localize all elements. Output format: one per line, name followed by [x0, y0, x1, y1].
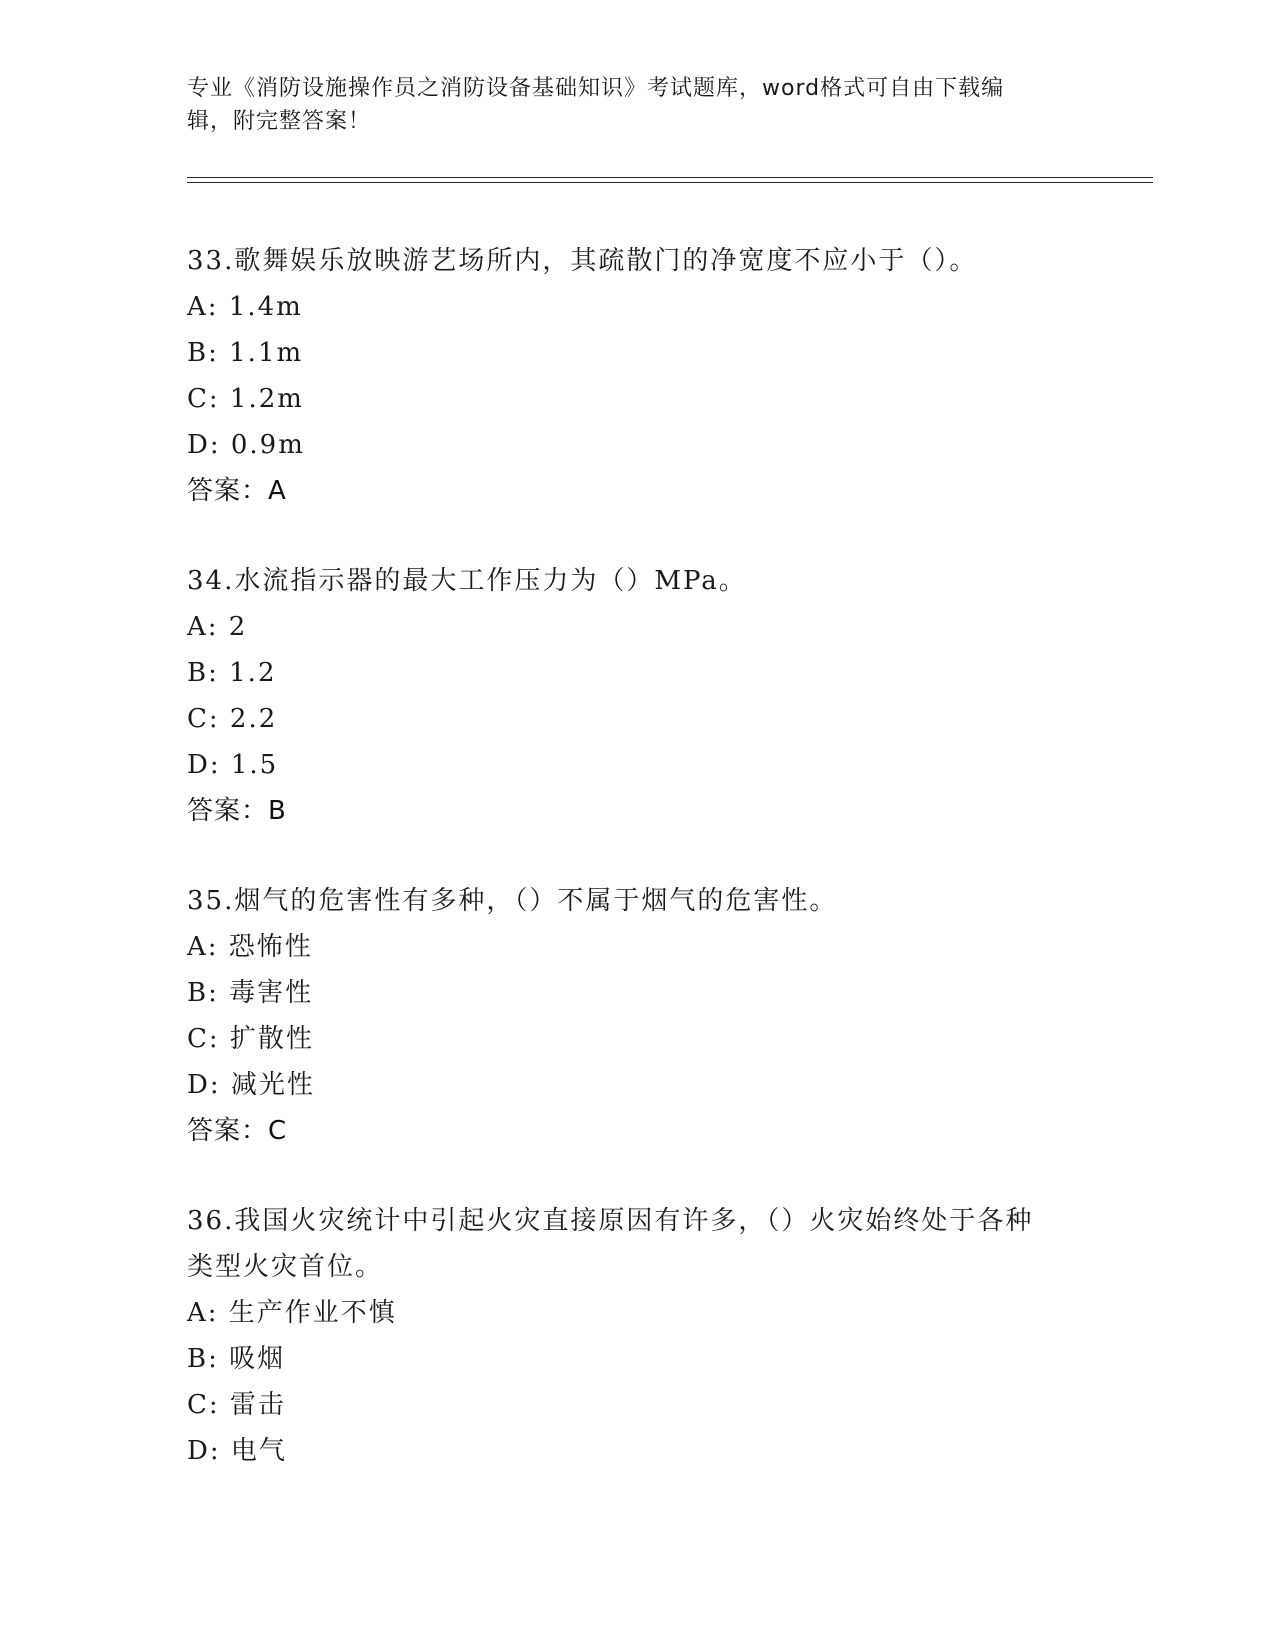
question-35	[187, 878, 1087, 1154]
option-c: C: 雷击	[187, 1390, 286, 1420]
question-33	[187, 238, 1087, 514]
option-a: A: 恐怖性	[187, 932, 313, 962]
option-c: C: 2.2	[187, 704, 278, 734]
option-b: B: 吸烟	[187, 1344, 286, 1374]
option-a: A: 生产作业不慎	[187, 1298, 397, 1328]
option-a: A: 1.4m	[187, 292, 303, 322]
option-d: D: 电气	[187, 1436, 287, 1466]
question-stem: 33.歌舞娱乐放映游艺场所内，其疏散门的净宽度不应小于（）。	[187, 246, 978, 276]
option-c: C: 1.2m	[187, 384, 304, 414]
question-34	[187, 558, 1087, 834]
option-d: D: 减光性	[187, 1070, 315, 1100]
option-c: C: 扩散性	[187, 1024, 314, 1054]
option-a: A: 2	[187, 612, 248, 642]
option-b: B: 毒害性	[187, 978, 314, 1008]
option-d: D: 0.9m	[187, 430, 305, 460]
option-b: B: 1.2	[187, 658, 277, 688]
option-d: D: 1.5	[187, 750, 279, 780]
document-header	[187, 72, 1067, 138]
question-stem: 35.烟气的危害性有多种，（）不属于烟气的危害性。	[187, 886, 838, 916]
answer: 答案：C	[187, 1116, 288, 1146]
option-b: B: 1.1m	[187, 338, 304, 368]
header-divider-top	[187, 177, 1153, 178]
question-36	[187, 1198, 1087, 1474]
header-divider-bottom	[187, 182, 1153, 183]
question-list	[187, 238, 1087, 1518]
question-stem-line-1: 36.我国火灾统计中引起火灾直接原因有许多，（）火灾始终处于各种	[187, 1206, 1034, 1236]
header-line-2: 辑，附完整答案！	[187, 109, 372, 134]
answer: 答案：B	[187, 796, 287, 826]
header-line-1: 专业《消防设施操作员之消防设备基础知识》考试题库，word格式可自由下载编	[187, 76, 1005, 101]
answer: 答案：A	[187, 476, 287, 506]
question-stem: 34.水流指示器的最大工作压力为（）MPa。	[187, 566, 747, 596]
question-stem-line-2: 类型火灾首位。	[187, 1252, 384, 1282]
